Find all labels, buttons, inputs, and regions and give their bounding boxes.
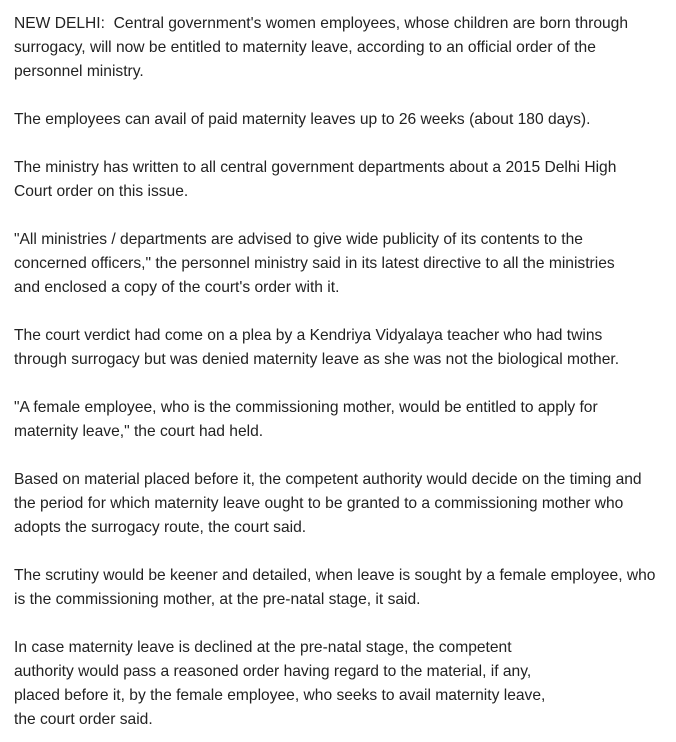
- paragraph-line: In case maternity leave is declined at the pre-natal stage, the competent: [14, 639, 512, 656]
- paragraph-line: the period for which maternity leave ought to be granted to a commissioning mother who: [14, 495, 624, 512]
- paragraph-reasoned-order: [14, 636, 672, 732]
- paragraph-line: "A female employee, who is the commissioning mother, would be entitled to apply for: [14, 399, 598, 416]
- paragraph-directive-quote: [14, 228, 672, 300]
- paragraph-court-quote: [14, 396, 672, 444]
- paragraph-line: concerned officers," the personnel ministry said in its latest directive to all the ministries: [14, 255, 615, 272]
- paragraph-line: maternity leave," the court had held.: [14, 423, 264, 440]
- paragraph-line: The scrutiny would be keener and detailed, when leave is sought by a female employee, who: [14, 567, 656, 584]
- paragraph-leave-duration: [14, 108, 672, 132]
- paragraph-line: the court order said.: [14, 711, 153, 728]
- paragraph-line: adopts the surrogacy route, the court said.: [14, 519, 307, 536]
- paragraph-line: surrogacy, will now be entitled to maternity leave, according to an official order of the: [14, 39, 596, 56]
- paragraph-line: placed before it, by the female employee, who seeks to avail maternity leave,: [14, 687, 546, 704]
- paragraph-line: personnel ministry.: [14, 63, 144, 80]
- paragraph-court-verdict: [14, 324, 672, 372]
- article-body: [14, 12, 672, 732]
- paragraph-competent-authority: [14, 468, 672, 540]
- paragraph-line: authority would pass a reasoned order having regard to the material, if any,: [14, 663, 532, 680]
- paragraph-ministry-letter: [14, 156, 672, 204]
- paragraph-line: The ministry has written to all central government departments about a 2015 Delhi High: [14, 159, 617, 176]
- paragraph-line: The employees can avail of paid maternity leaves up to 26 weeks (about 180 days).: [14, 111, 591, 128]
- paragraph-scrutiny: [14, 564, 672, 612]
- paragraph-line: is the commissioning mother, at the pre-natal stage, it said.: [14, 591, 421, 608]
- paragraph-line: Based on material placed before it, the competent authority would decide on the timing and: [14, 471, 642, 488]
- paragraph-line: "All ministries / departments are advised to give wide publicity of its contents to the: [14, 231, 583, 248]
- paragraph-line: Court order on this issue.: [14, 183, 189, 200]
- paragraph-line: through surrogacy but was denied maternity leave as she was not the biological mother.: [14, 351, 620, 368]
- paragraph-intro: [14, 12, 672, 84]
- paragraph-line: and enclosed a copy of the court's order with it.: [14, 279, 340, 296]
- paragraph-line: The court verdict had come on a plea by a Kendriya Vidyalaya teacher who had twins: [14, 327, 603, 344]
- paragraph-line: NEW DELHI: Central government's women employees, whose children are born through: [14, 15, 629, 32]
